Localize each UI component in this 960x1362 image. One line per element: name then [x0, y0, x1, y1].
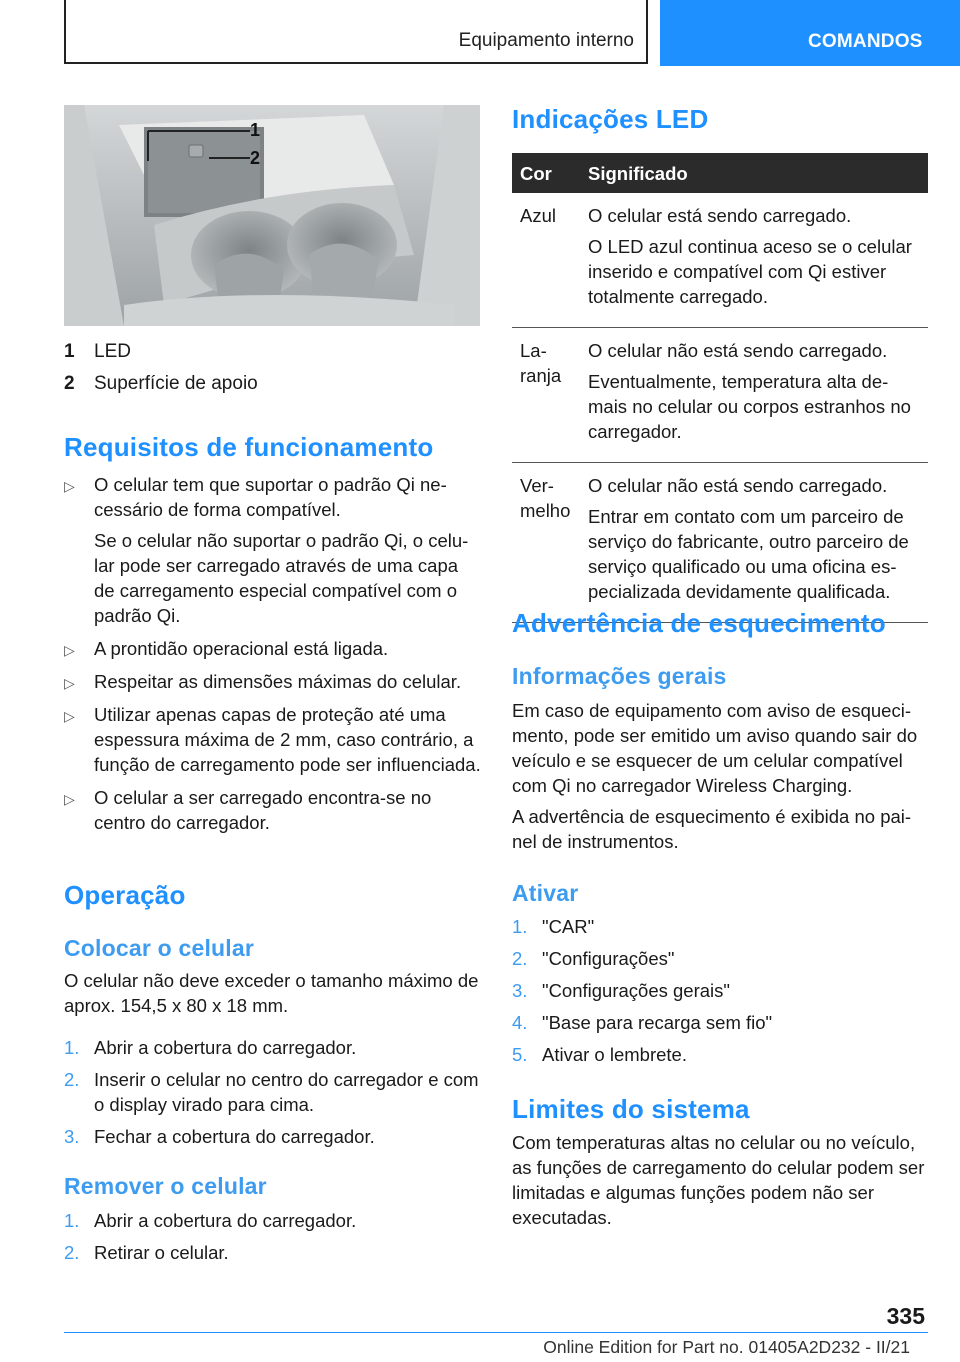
list-item [64, 1240, 482, 1265]
cell-text: Entrar em contato com um parceiro de serviço do fabricante, outro parceiro de serviço qualificado ou uma oficina especializada devidamente qualificada. [588, 506, 909, 602]
paragraph: Com temperaturas altas no celular ou no veículo, as funções de carregamento do celular podem ser limitadas e algumas funções podem não ser executadas. [512, 1132, 925, 1228]
cell-meaning [580, 463, 928, 623]
step-number: 5. [512, 1044, 528, 1065]
cell-text: O celular não está sendo carregado. [588, 475, 888, 496]
remover-steps [64, 1208, 482, 1272]
table-row [512, 328, 928, 463]
cell-meaning [580, 193, 928, 328]
footer-divider [64, 1332, 928, 1333]
list-item [64, 669, 482, 694]
table-header-row [512, 153, 928, 193]
step-number: 2. [512, 948, 528, 969]
step-number: 2. [64, 1069, 80, 1090]
list-item [512, 978, 928, 1003]
step-text: Ativar o lembrete. [542, 1044, 687, 1065]
list-item-text: Se o celular não suportar o padrão Qi, o celular pode ser carregado através de uma capa de carregamento especial compatível com o padrão Qi. [94, 530, 469, 626]
step-number: 1. [64, 1037, 80, 1058]
list-item [512, 914, 928, 939]
list-item-text: O celular tem que suportar o padrão Qi necessário de forma compatível. [94, 474, 447, 520]
paragraph: A advertência de esquecimento é exibida no painel de instrumentos. [512, 806, 912, 852]
heading-remover: Remover o celular [64, 1173, 267, 1199]
led-table [512, 153, 928, 623]
header-chapter-title: COMANDOS [808, 31, 923, 52]
heading-requisitos: Requisitos de funcionamento [64, 432, 434, 462]
step-text: Fechar a cobertura do carregador. [94, 1126, 375, 1147]
list-item [512, 946, 928, 971]
list-item [64, 1067, 482, 1117]
heading-operacao: Operação [64, 880, 186, 910]
list-item [64, 785, 482, 835]
list-item [64, 702, 482, 777]
step-text: Retirar o celular. [94, 1242, 229, 1263]
advertencia-info [512, 698, 928, 860]
list-item-text: A prontidão operacional está ligada. [94, 638, 389, 659]
step-number: 3. [512, 980, 528, 1001]
callout-1: 1 [250, 120, 261, 140]
heading-led: Indicações LED [512, 104, 709, 134]
legend-number: 1 [64, 341, 75, 362]
list-item-text: O celular a ser carregado encontra-se no centro do carregador. [94, 787, 432, 833]
table-row [512, 463, 928, 623]
heading-limites: Limites do sistema [512, 1094, 750, 1124]
step-number: 1. [64, 1210, 80, 1231]
heading-informacoes-gerais: Informações gerais [512, 663, 727, 689]
legend-text: LED [94, 341, 131, 362]
triangle-bullet-icon: ▷ [64, 478, 75, 494]
cell-text: O celular está sendo carregado. [588, 205, 852, 226]
list-item [64, 1124, 482, 1149]
limites-text [512, 1130, 928, 1236]
heading-colocar: Colocar o celular [64, 935, 255, 961]
step-text: Abrir a cobertura do carregador. [94, 1210, 357, 1231]
triangle-bullet-icon: ▷ [64, 791, 75, 807]
list-item-text: Respeitar as dimensões máximas do celular. [94, 671, 462, 692]
colocar-steps [64, 1035, 482, 1156]
list-item [64, 472, 482, 628]
header-chapter-tab [660, 0, 960, 66]
step-text: "CAR" [542, 916, 595, 937]
cell-color: Azul [512, 193, 580, 328]
requisitos-list [64, 472, 482, 843]
step-text: Abrir a cobertura do carregador. [94, 1037, 357, 1058]
paragraph: Em caso de equipamento com aviso de esquecimento, pode ser emitido um aviso quando sair do veículo e se esquecer de um celular compatível com Qi no carregador Wireless Charging. [512, 700, 918, 796]
footer-edition: Online Edition for Part no. 01405A2D232 - II/21 [543, 1337, 910, 1357]
step-number: 2. [64, 1242, 80, 1263]
page-number: 335 [886, 1303, 925, 1329]
list-item-text: Utilizar apenas capas de proteção até uma espessura máxima de 2 mm, caso contrário, a função de carregamento pode ser influenciada. [94, 704, 481, 775]
heading-ativar: Ativar [512, 880, 579, 906]
list-item [64, 1035, 482, 1060]
cell-color: Vermelho [512, 463, 580, 623]
callout-2: 2 [250, 148, 261, 168]
heading-advertencia: Advertência de esquecimento [512, 608, 886, 638]
cell-color: Laranja [512, 328, 580, 463]
table-row [512, 193, 928, 328]
step-text: "Configurações" [542, 948, 675, 969]
triangle-bullet-icon: ▷ [64, 708, 75, 724]
ativar-steps [512, 914, 928, 1074]
step-number: 4. [512, 1012, 528, 1033]
triangle-bullet-icon: ▷ [64, 675, 75, 691]
step-number: 1. [512, 916, 528, 937]
cell-meaning [580, 328, 928, 463]
colocar-intro [64, 968, 482, 1024]
column-header-cor: Cor [512, 153, 580, 193]
column-header-significado: Significado [580, 153, 928, 193]
legend-text: Superfície de apoio [94, 373, 258, 394]
header-section-title: Equipamento interno [458, 30, 634, 51]
cell-text: O celular não está sendo carregado. [588, 340, 888, 361]
step-text: "Base para recarga sem fio" [542, 1012, 773, 1033]
paragraph: O celular não deve exceder o tamanho máximo de aprox. 154,5 x 80 x 18 mm. [64, 970, 479, 1016]
step-text: "Configurações gerais" [542, 980, 730, 1001]
cell-text: Eventualmente, temperatura alta demais no celular ou corpos estranhos no carregador. [588, 371, 911, 442]
step-text: Inserir o celular no centro do carregador e com o display virado para cima. [94, 1069, 479, 1115]
list-item [64, 1208, 482, 1233]
list-item [64, 636, 482, 661]
wireless-charger-photo [64, 105, 480, 326]
cell-text: O LED azul continua aceso se o celular inserido e compatível com Qi estiver totalmente carregado. [588, 236, 912, 307]
triangle-bullet-icon: ▷ [64, 642, 75, 658]
header-section-box [64, 0, 648, 64]
step-number: 3. [64, 1126, 80, 1147]
list-item [512, 1042, 928, 1067]
list-item [512, 1010, 928, 1035]
legend-number: 2 [64, 373, 75, 394]
